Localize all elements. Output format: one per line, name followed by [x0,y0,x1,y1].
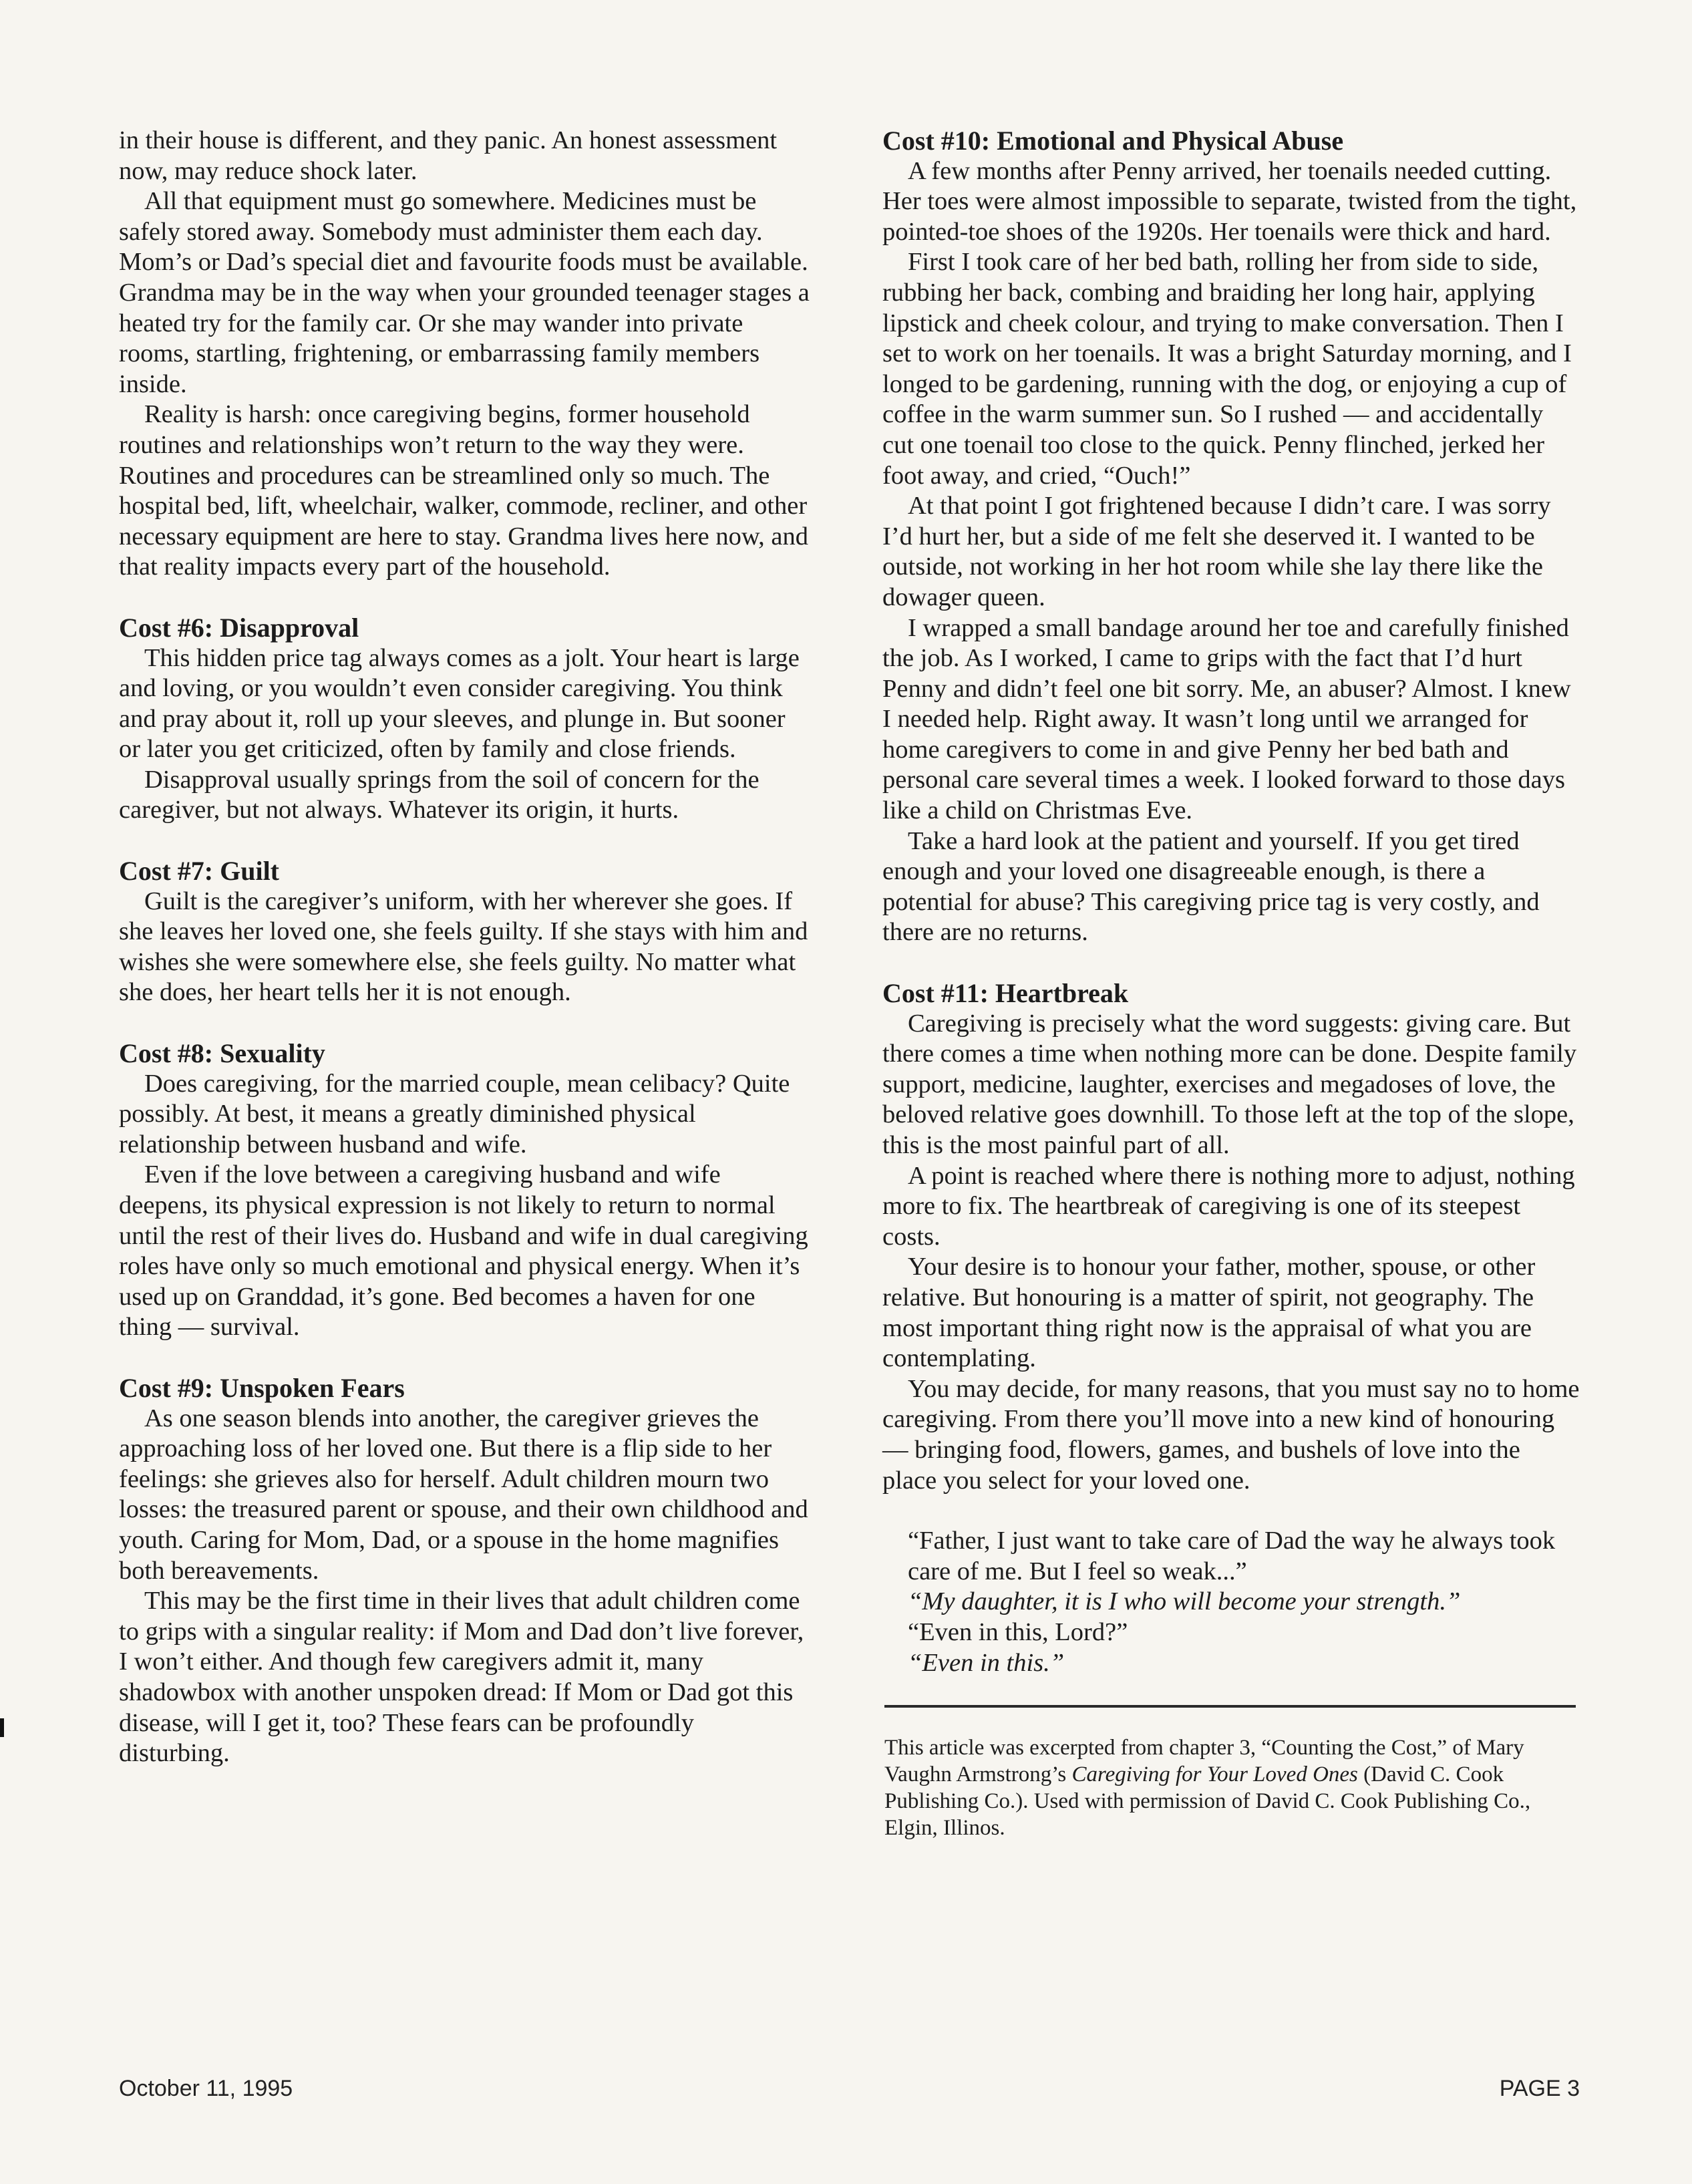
section-heading: Cost #6: Disapproval [119,612,359,643]
paragraph: Caregiving is precisely what the word suggests: giving care. But there comes a time when nothing more can be done. Despite family support, medicine, laughter, exercises and megadoses of love, the beloved relative goes downhill. To those left at the top of the slope, this is the most painful part of all. [882,1009,1577,1159]
paragraph: in their house is different, and they panic. An honest assessment now, may reduce shock later. [119,126,778,185]
section-heading: Cost #10: Emotional and Physical Abuse [882,126,1344,156]
paragraph: This hidden price tag always comes as a jolt. Your heart is large and loving, or you wouldn’t even consider caregiving. You think and pray about it, roll up your sleeves, and plunge in. But sooner or later you get criticized, often by family and close friends. [119,643,800,764]
paragraph: A point is reached where there is nothing more to adjust, nothing more to fix. The heartbreak of caregiving is one of its steepest costs. [882,1161,1575,1251]
left-column [119,126,810,1769]
prayer-line: “Even in this, Lord?” [908,1617,1128,1646]
prayer-response [882,1587,1580,1617]
paragraph: All that equipment must go somewhere. Medicines must be safely stored away. Somebody must administer them each day. Mom’s or Dad’s special diet and favourite foods must be available. Grandma may be in the way when your grounded teenager stages a heated try for the family car. Or she may wander into private rooms, startling, frightening, or embarrassing family members inside. [119,187,810,398]
paragraph: Does caregiving, for the married couple, mean celibacy? Quite possibly. At best, it means a greatly diminished physical relationship between husband and wife. [119,1069,790,1158]
paragraph: First I took care of her bed bath, rolling her from side to side, rubbing her back, combing and braiding her long hair, applying lipstick and cheek colour, and trying to make conversation. Then I set to work on her toenails. It was a bright Saturday morning, and I longed to be gardening, running with the dog, or enjoying a cup of coffee in the warm summer sun. So I rushed — and accidentally cut one toenail too close to the quick. Penny flinched, jerked her foot away, and cried, “Ouch!” [882,248,1572,490]
book-title: Caregiving for Your Loved Ones [1071,1762,1358,1787]
paragraph: Take a hard look at the patient and yourself. If you get tired enough and your loved one disagreeable enough, is there a potential for abuse? This caregiving price tag is very costly, and there are no returns. [882,826,1540,947]
paragraph: Disapproval usually springs from the soil of concern for the caregiver, but not always. Whatever its origin, it hurts. [119,765,759,824]
section-heading: Cost #7: Guilt [119,856,279,887]
paragraph: A few months after Penny arrived, her toenails needed cutting. Her toes were almost impossible to separate, twisted from the tight, pointed-toe shoes of the 1920s. Her toenails were thick and hard. [882,156,1577,246]
section-heading: Cost #8: Sexuality [119,1038,325,1069]
prayer-response-text: “My daughter, it is I who will become your strength.” [908,1587,1461,1616]
section-heading: Cost #9: Unspoken Fears [119,1372,405,1403]
footer-page-number: PAGE 3 [1499,2076,1580,2101]
divider [884,1705,1576,1708]
paragraph: This may be the first time in their lives that adult children come to grips with a singular reality: if Mom and Dad don’t live forever, I won’t either. And though few caregivers admit it, many shadowbox with another unspoken dread: If Mom or Dad got this disease, will I get it, too? These fears can be profoundly disturbing. [119,1587,804,1768]
credit-text: This article was excerpted from chapter 3, “Counting the Cost,” of Mary Vaughn Armstrong’s [884,1736,1524,1787]
paragraph: I wrapped a small bandage around her toe and carefully finished the job. As I worked, I came to grips with the fact that I’d hurt Penny and didn’t feel one bit sorry. Me, an abuser? Almost. I knew I needed help. Right away. It wasn’t long until we arranged for home caregivers to come in and give Penny her bed bath and personal care several times a week. I looked forward to those days like a child on Christmas Eve. [882,613,1571,825]
prayer-dialogue [882,1526,1580,1678]
paragraph: Even if the love between a caregiving husband and wife deepens, its physical expression is not likely to return to normal until the rest of their lives do. Husband and wife in dual caregiving roles have only so much emotional and physical energy. When it’s used up on Granddad, it’s gone. Bed becomes a haven for one thing — survival. [119,1160,808,1342]
paragraph: You may decide, for many reasons, that you must say no to home caregiving. From there you’ll move into a new kind of honouring — bringing food, flowers, games, and bushels of love into the place you select for your loved one. [882,1374,1580,1495]
prayer-response [882,1648,1580,1679]
paragraph: As one season blends into another, the caregiver grieves the approaching loss of her loved one. But there is a flip side to her feelings: she grieves also for herself. Adult children mourn two losses: the treasured parent or spouse, and their own childhood and youth. Caring for Mom, Dad, or a spouse in the home magnifies both bereavements. [119,1404,808,1585]
paragraph: Your desire is to honour your father, mother, spouse, or other relative. But honouring is a matter of spirit, not geography. The most important thing right now is the appraisal of what you are contemplating. [882,1253,1536,1373]
footer-date: October 11, 1995 [119,2076,293,2101]
paragraph: Guilt is the caregiver’s uniform, with her wherever she goes. If she leaves her loved one, she feels guilty. If she stays with him and wishes she were somewhere else, she feels guilty. No matter what she does, her heart tells her it is not enough. [119,887,808,1007]
prayer-response-text: “Even in this.” [908,1648,1065,1677]
article-credit [884,1734,1580,1841]
right-column [882,126,1580,1841]
paragraph: Reality is harsh: once caregiving begins, former household routines and relationships won’t return to the way they were. Routines and procedures can be streamlined only so much. The hospital bed, lift, wheelchair, walker, commode, recliner, and other necessary equipment are here to stay. Grandma lives here now, and that reality impacts every part of the household. [119,400,808,581]
section-heading: Cost #11: Heartbreak [882,978,1129,1009]
scan-edge-mark [0,1718,4,1737]
credit-text: (David C. Cook Publishing Co.). Used with permission of David C. Cook Publishing Co., Elgin, Illinos. [884,1762,1531,1841]
paragraph: At that point I got frightened because I didn’t care. I was sorry I’d hurt her, but a side of me felt she deserved it. I wanted to be outside, not working in her hot room while she lay there like the dowager queen. [882,492,1551,611]
prayer-line: “Father, I just want to take care of Dad the way he always took care of me. But I feel so weak...” [908,1527,1556,1585]
